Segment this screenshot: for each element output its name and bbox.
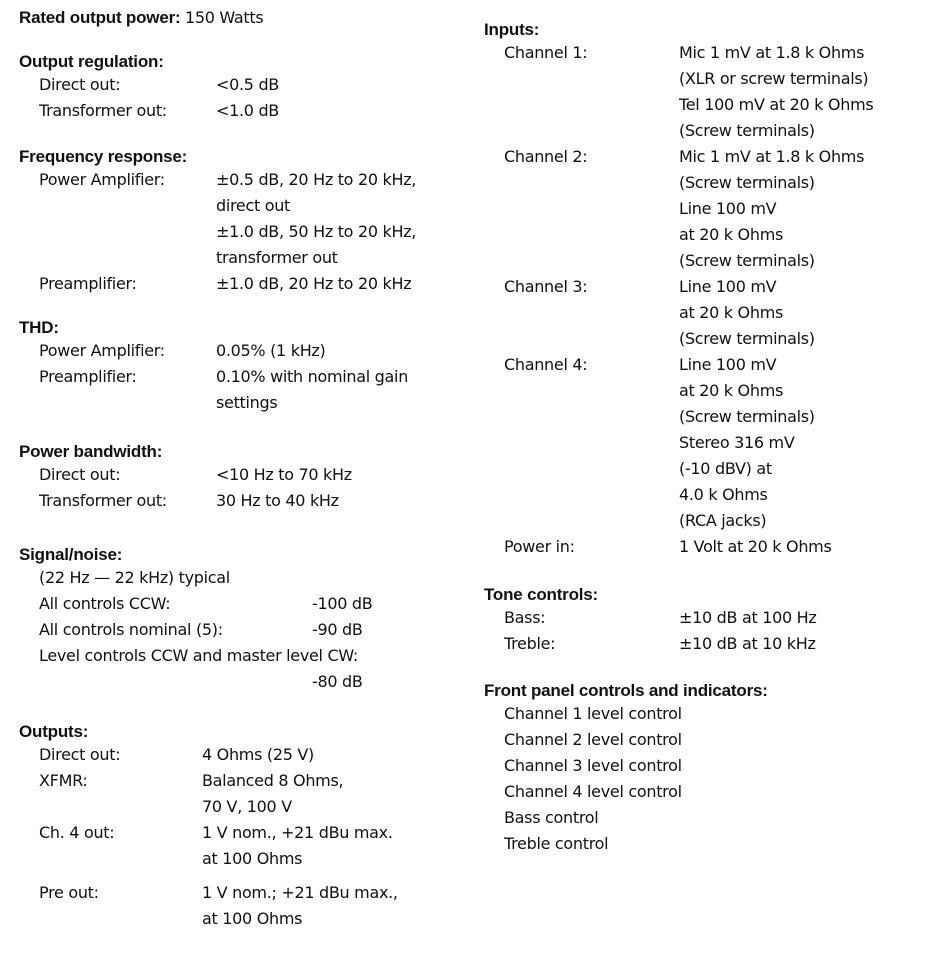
spec-row bbox=[484, 248, 815, 274]
spec-value: Mic 1 mV at 1.8 k Ohms bbox=[679, 43, 865, 62]
spec-value: ±1.0 dB, 20 Hz to 20 kHz bbox=[216, 274, 412, 293]
spec-row bbox=[484, 40, 865, 66]
spec-label: Channel 4: bbox=[504, 355, 588, 374]
spec-row bbox=[19, 768, 344, 794]
spec-row bbox=[484, 404, 815, 430]
signal-noise-level-label: Level controls CCW and master level CW: bbox=[39, 646, 359, 665]
spec-row bbox=[19, 271, 412, 297]
spec-row bbox=[19, 98, 279, 124]
spec-value: -80 dB bbox=[312, 672, 363, 691]
spec-value: 4 Ohms (25 V) bbox=[202, 745, 314, 764]
spec-row bbox=[484, 482, 768, 508]
spec-row bbox=[484, 378, 784, 404]
spec-label: Transformer out: bbox=[39, 491, 167, 510]
spec-row bbox=[19, 219, 417, 245]
spec-value: (Screw terminals) bbox=[679, 121, 815, 140]
list-item: Bass control bbox=[504, 808, 599, 827]
spec-row bbox=[19, 794, 292, 820]
spec-value: <0.5 dB bbox=[216, 75, 279, 94]
spec-row bbox=[19, 488, 339, 514]
spec-row bbox=[19, 617, 363, 643]
spec-value: (Screw terminals) bbox=[679, 407, 815, 426]
spec-row bbox=[19, 742, 314, 768]
spec-label: Preamplifier: bbox=[39, 367, 137, 386]
thd-heading: THD: bbox=[19, 318, 59, 337]
spec-row bbox=[19, 462, 352, 488]
spec-row bbox=[19, 906, 303, 932]
frequency-response-heading: Frequency response: bbox=[19, 147, 188, 166]
spec-row bbox=[484, 66, 869, 92]
spec-row bbox=[19, 72, 279, 98]
spec-row bbox=[484, 430, 795, 456]
spec-value: Stereo 316 mV bbox=[679, 433, 795, 452]
rated-output-power-value: 150 Watts bbox=[185, 8, 264, 27]
spec-value: 1 Volt at 20 k Ohms bbox=[679, 537, 832, 556]
list-item: Channel 4 level control bbox=[504, 782, 682, 801]
spec-value: transformer out bbox=[216, 248, 338, 267]
spec-label: Power Amplifier: bbox=[39, 170, 165, 189]
spec-value: 30 Hz to 40 kHz bbox=[216, 491, 339, 510]
spec-row bbox=[484, 118, 815, 144]
spec-value: ±1.0 dB, 50 Hz to 20 kHz, bbox=[216, 222, 417, 241]
spec-label: Channel 2: bbox=[504, 147, 588, 166]
spec-row bbox=[484, 352, 777, 378]
spec-value: at 20 k Ohms bbox=[679, 225, 784, 244]
spec-row bbox=[19, 820, 393, 846]
spec-value: (Screw terminals) bbox=[679, 329, 815, 348]
spec-value: (RCA jacks) bbox=[679, 511, 767, 530]
spec-label: Channel 1: bbox=[504, 43, 588, 62]
spec-row bbox=[484, 631, 816, 657]
spec-label: Direct out: bbox=[39, 75, 121, 94]
spec-label: Channel 3: bbox=[504, 277, 588, 296]
spec-row bbox=[484, 456, 772, 482]
spec-row bbox=[484, 222, 784, 248]
spec-value: Balanced 8 Ohms, bbox=[202, 771, 344, 790]
spec-row bbox=[484, 534, 832, 560]
spec-value: Line 100 mV bbox=[679, 199, 777, 218]
spec-value: 1 V nom., +21 dBu max. bbox=[202, 823, 393, 842]
tone-controls-section bbox=[484, 585, 817, 657]
spec-row bbox=[484, 144, 865, 170]
spec-label: Preamplifier: bbox=[39, 274, 137, 293]
spec-row bbox=[484, 274, 777, 300]
list-item: Channel 1 level control bbox=[504, 704, 682, 723]
spec-row bbox=[19, 167, 417, 193]
signal-noise-heading: Signal/noise: bbox=[19, 545, 123, 564]
spec-row bbox=[19, 338, 326, 364]
spec-value: (Screw terminals) bbox=[679, 173, 815, 192]
spec-value: <1.0 dB bbox=[216, 101, 279, 120]
spec-label: XFMR: bbox=[39, 771, 88, 790]
spec-label: Power Amplifier: bbox=[39, 341, 165, 360]
spec-label: Direct out: bbox=[39, 745, 121, 764]
rated-output-power-label: Rated output power: bbox=[19, 8, 181, 27]
spec-row bbox=[484, 326, 815, 352]
spec-value: <10 Hz to 70 kHz bbox=[216, 465, 352, 484]
spec-label: Transformer out: bbox=[39, 101, 167, 120]
spec-value: at 20 k Ohms bbox=[679, 381, 784, 400]
outputs-heading: Outputs: bbox=[19, 722, 89, 741]
spec-row bbox=[484, 170, 815, 196]
tone-controls-heading: Tone controls: bbox=[484, 585, 598, 604]
spec-row bbox=[484, 605, 817, 631]
list-item: Channel 3 level control bbox=[504, 756, 682, 775]
output-regulation-heading: Output regulation: bbox=[19, 52, 164, 71]
spec-row bbox=[19, 364, 409, 390]
signal-noise-section bbox=[19, 545, 373, 695]
spec-row bbox=[484, 508, 767, 534]
spec-label: Power in: bbox=[504, 537, 575, 556]
inputs-heading: Inputs: bbox=[484, 20, 540, 39]
spec-row bbox=[19, 846, 303, 872]
spec-value: (Screw terminals) bbox=[679, 251, 815, 270]
power-bandwidth-section bbox=[19, 442, 352, 514]
list-item: Treble control bbox=[504, 834, 609, 853]
spec-label: All controls nominal (5): bbox=[39, 620, 223, 639]
spec-row bbox=[19, 245, 338, 271]
spec-row bbox=[19, 880, 398, 906]
spec-row bbox=[484, 92, 874, 118]
spec-value: 0.10% with nominal gain bbox=[216, 367, 409, 386]
spec-label: Direct out: bbox=[39, 465, 121, 484]
spec-value: -90 dB bbox=[312, 620, 363, 639]
spec-value: ±0.5 dB, 20 Hz to 20 kHz, bbox=[216, 170, 417, 189]
spec-value: settings bbox=[216, 393, 278, 412]
spec-value: -100 dB bbox=[312, 594, 373, 613]
spec-value: at 100 Ohms bbox=[202, 849, 303, 868]
spec-value: ±10 dB at 100 Hz bbox=[679, 608, 817, 627]
spec-value: (-10 dBV) at bbox=[679, 459, 772, 478]
spec-value: at 100 Ohms bbox=[202, 909, 303, 928]
spec-row bbox=[484, 196, 777, 222]
front-panel-heading: Front panel controls and indicators: bbox=[484, 681, 768, 700]
spec-label: Pre out: bbox=[39, 883, 99, 902]
spec-row bbox=[19, 669, 363, 695]
spec-label: All controls CCW: bbox=[39, 594, 171, 613]
rated-output-power bbox=[19, 8, 263, 28]
spec-label: Ch. 4 out: bbox=[39, 823, 115, 842]
outputs-section bbox=[19, 722, 398, 932]
spec-row bbox=[19, 591, 373, 617]
spec-row bbox=[19, 193, 291, 219]
spec-value: Tel 100 mV at 20 k Ohms bbox=[679, 95, 874, 114]
spec-value: at 20 k Ohms bbox=[679, 303, 784, 322]
spec-value: Mic 1 mV at 1.8 k Ohms bbox=[679, 147, 865, 166]
list-item: Channel 2 level control bbox=[504, 730, 682, 749]
spec-value: (XLR or screw terminals) bbox=[679, 69, 869, 88]
inputs-section bbox=[484, 20, 874, 560]
spec-value: Line 100 mV bbox=[679, 355, 777, 374]
frequency-response-section bbox=[19, 147, 417, 297]
spec-value: Line 100 mV bbox=[679, 277, 777, 296]
spec-label: Treble: bbox=[504, 634, 556, 653]
spec-value: direct out bbox=[216, 196, 291, 215]
thd-section bbox=[19, 318, 409, 416]
front-panel-section bbox=[484, 681, 768, 857]
signal-noise-typical: (22 Hz — 22 kHz) typical bbox=[39, 568, 230, 587]
spec-row bbox=[484, 300, 784, 326]
spec-value: 4.0 k Ohms bbox=[679, 485, 768, 504]
spec-label: Bass: bbox=[504, 608, 546, 627]
output-regulation-section bbox=[19, 52, 279, 124]
spec-value: 70 V, 100 V bbox=[202, 797, 292, 816]
spec-value: 1 V nom.; +21 dBu max., bbox=[202, 883, 398, 902]
power-bandwidth-heading: Power bandwidth: bbox=[19, 442, 163, 461]
spec-value: 0.05% (1 kHz) bbox=[216, 341, 326, 360]
spec-value: ±10 dB at 10 kHz bbox=[679, 634, 816, 653]
spec-row bbox=[19, 390, 278, 416]
